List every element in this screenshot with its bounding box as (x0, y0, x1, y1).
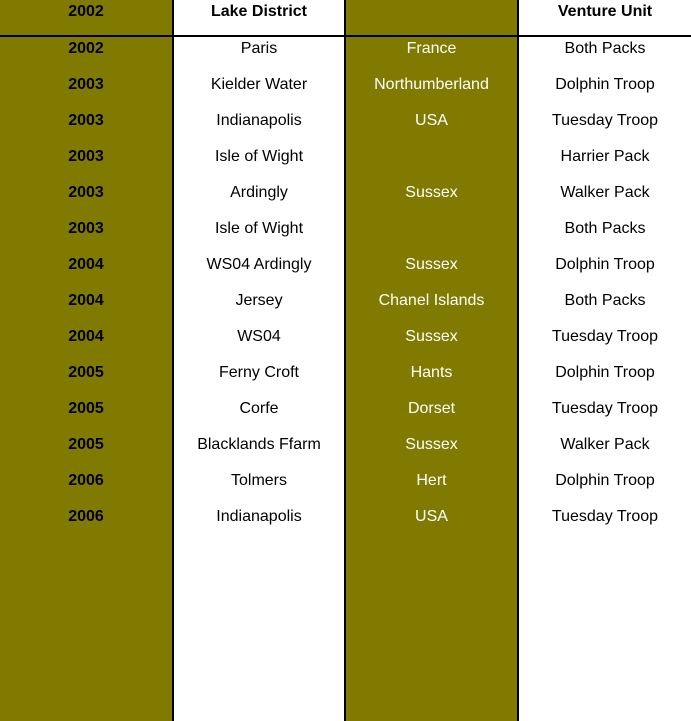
cell-place: WS04 (237, 328, 281, 345)
cell-unit: Dolphin Troop (555, 76, 655, 93)
cell-unit: Harrier Pack (560, 148, 650, 165)
cell-place: Tolmers (230, 472, 287, 489)
cell-year: 2004 (68, 256, 104, 273)
cell-year: 2003 (68, 220, 104, 237)
cell-place: Isle of Wight (214, 148, 304, 165)
cell-region: Sussex (405, 328, 458, 345)
cell-unit: Walker Pack (560, 184, 650, 201)
cell-place: Kielder Water (210, 76, 308, 93)
cell-unit: Tuesday Troop (551, 508, 659, 525)
cell-place: Ardingly (230, 184, 288, 201)
cell-place: WS04 Ardingly (206, 256, 312, 273)
cell-year: 2003 (68, 184, 104, 201)
column-year (0, 0, 172, 721)
header-divider (0, 35, 691, 37)
cell-region: Chanel Islands (378, 292, 485, 309)
cell-place: Paris (240, 40, 278, 57)
cell-year: 2004 (68, 328, 104, 345)
cell-unit: Walker Pack (560, 436, 650, 453)
column-unit (519, 0, 691, 721)
header-region (346, 0, 517, 35)
header-place: Lake District (210, 3, 308, 20)
cell-year: 2006 (68, 508, 104, 525)
cell-place: Indianapolis (216, 112, 302, 129)
cell-region: Hert (416, 472, 447, 489)
cell-unit: Both Packs (564, 220, 646, 237)
cell-region: Sussex (405, 436, 458, 453)
cell-region: France (406, 40, 457, 57)
column-region (346, 0, 517, 721)
cell-region: Northumberland (374, 76, 489, 93)
cell-region: Sussex (405, 256, 458, 273)
cell-region: Sussex (405, 184, 458, 201)
cell-place: Indianapolis (216, 508, 302, 525)
cell-place: Ferny Croft (218, 364, 299, 381)
cell-year: 2003 (68, 148, 104, 165)
cell-region: USA (415, 508, 448, 525)
cell-year: 2005 (68, 364, 104, 381)
column-place (174, 0, 344, 721)
header-year: 2002 (68, 3, 104, 20)
cell-unit: Both Packs (564, 292, 646, 309)
cell-year: 2004 (68, 292, 104, 309)
cell-region: Dorset (407, 400, 456, 417)
cell-region (346, 217, 517, 253)
cell-unit: Dolphin Troop (555, 364, 655, 381)
cell-unit: Tuesday Troop (551, 400, 659, 417)
cell-year: 2003 (68, 76, 104, 93)
cell-place: Blacklands Ffarm (197, 436, 321, 453)
cell-unit: Both Packs (564, 40, 646, 57)
cell-region: Hants (410, 364, 453, 381)
cell-region (346, 145, 517, 181)
cell-year: 2003 (68, 112, 104, 129)
cell-year: 2002 (68, 40, 104, 57)
cell-place: Jersey (235, 292, 283, 309)
cell-unit: Tuesday Troop (551, 112, 659, 129)
cell-region: USA (415, 112, 448, 129)
cell-year: 2005 (68, 400, 104, 417)
cell-year: 2005 (68, 436, 104, 453)
cell-unit: Dolphin Troop (555, 256, 655, 273)
cell-unit: Tuesday Troop (551, 328, 659, 345)
cell-place: Corfe (239, 400, 279, 417)
cell-unit: Dolphin Troop (555, 472, 655, 489)
cell-place: Isle of Wight (214, 220, 304, 237)
header-unit: Venture Unit (557, 3, 653, 20)
cell-year: 2006 (68, 472, 104, 489)
